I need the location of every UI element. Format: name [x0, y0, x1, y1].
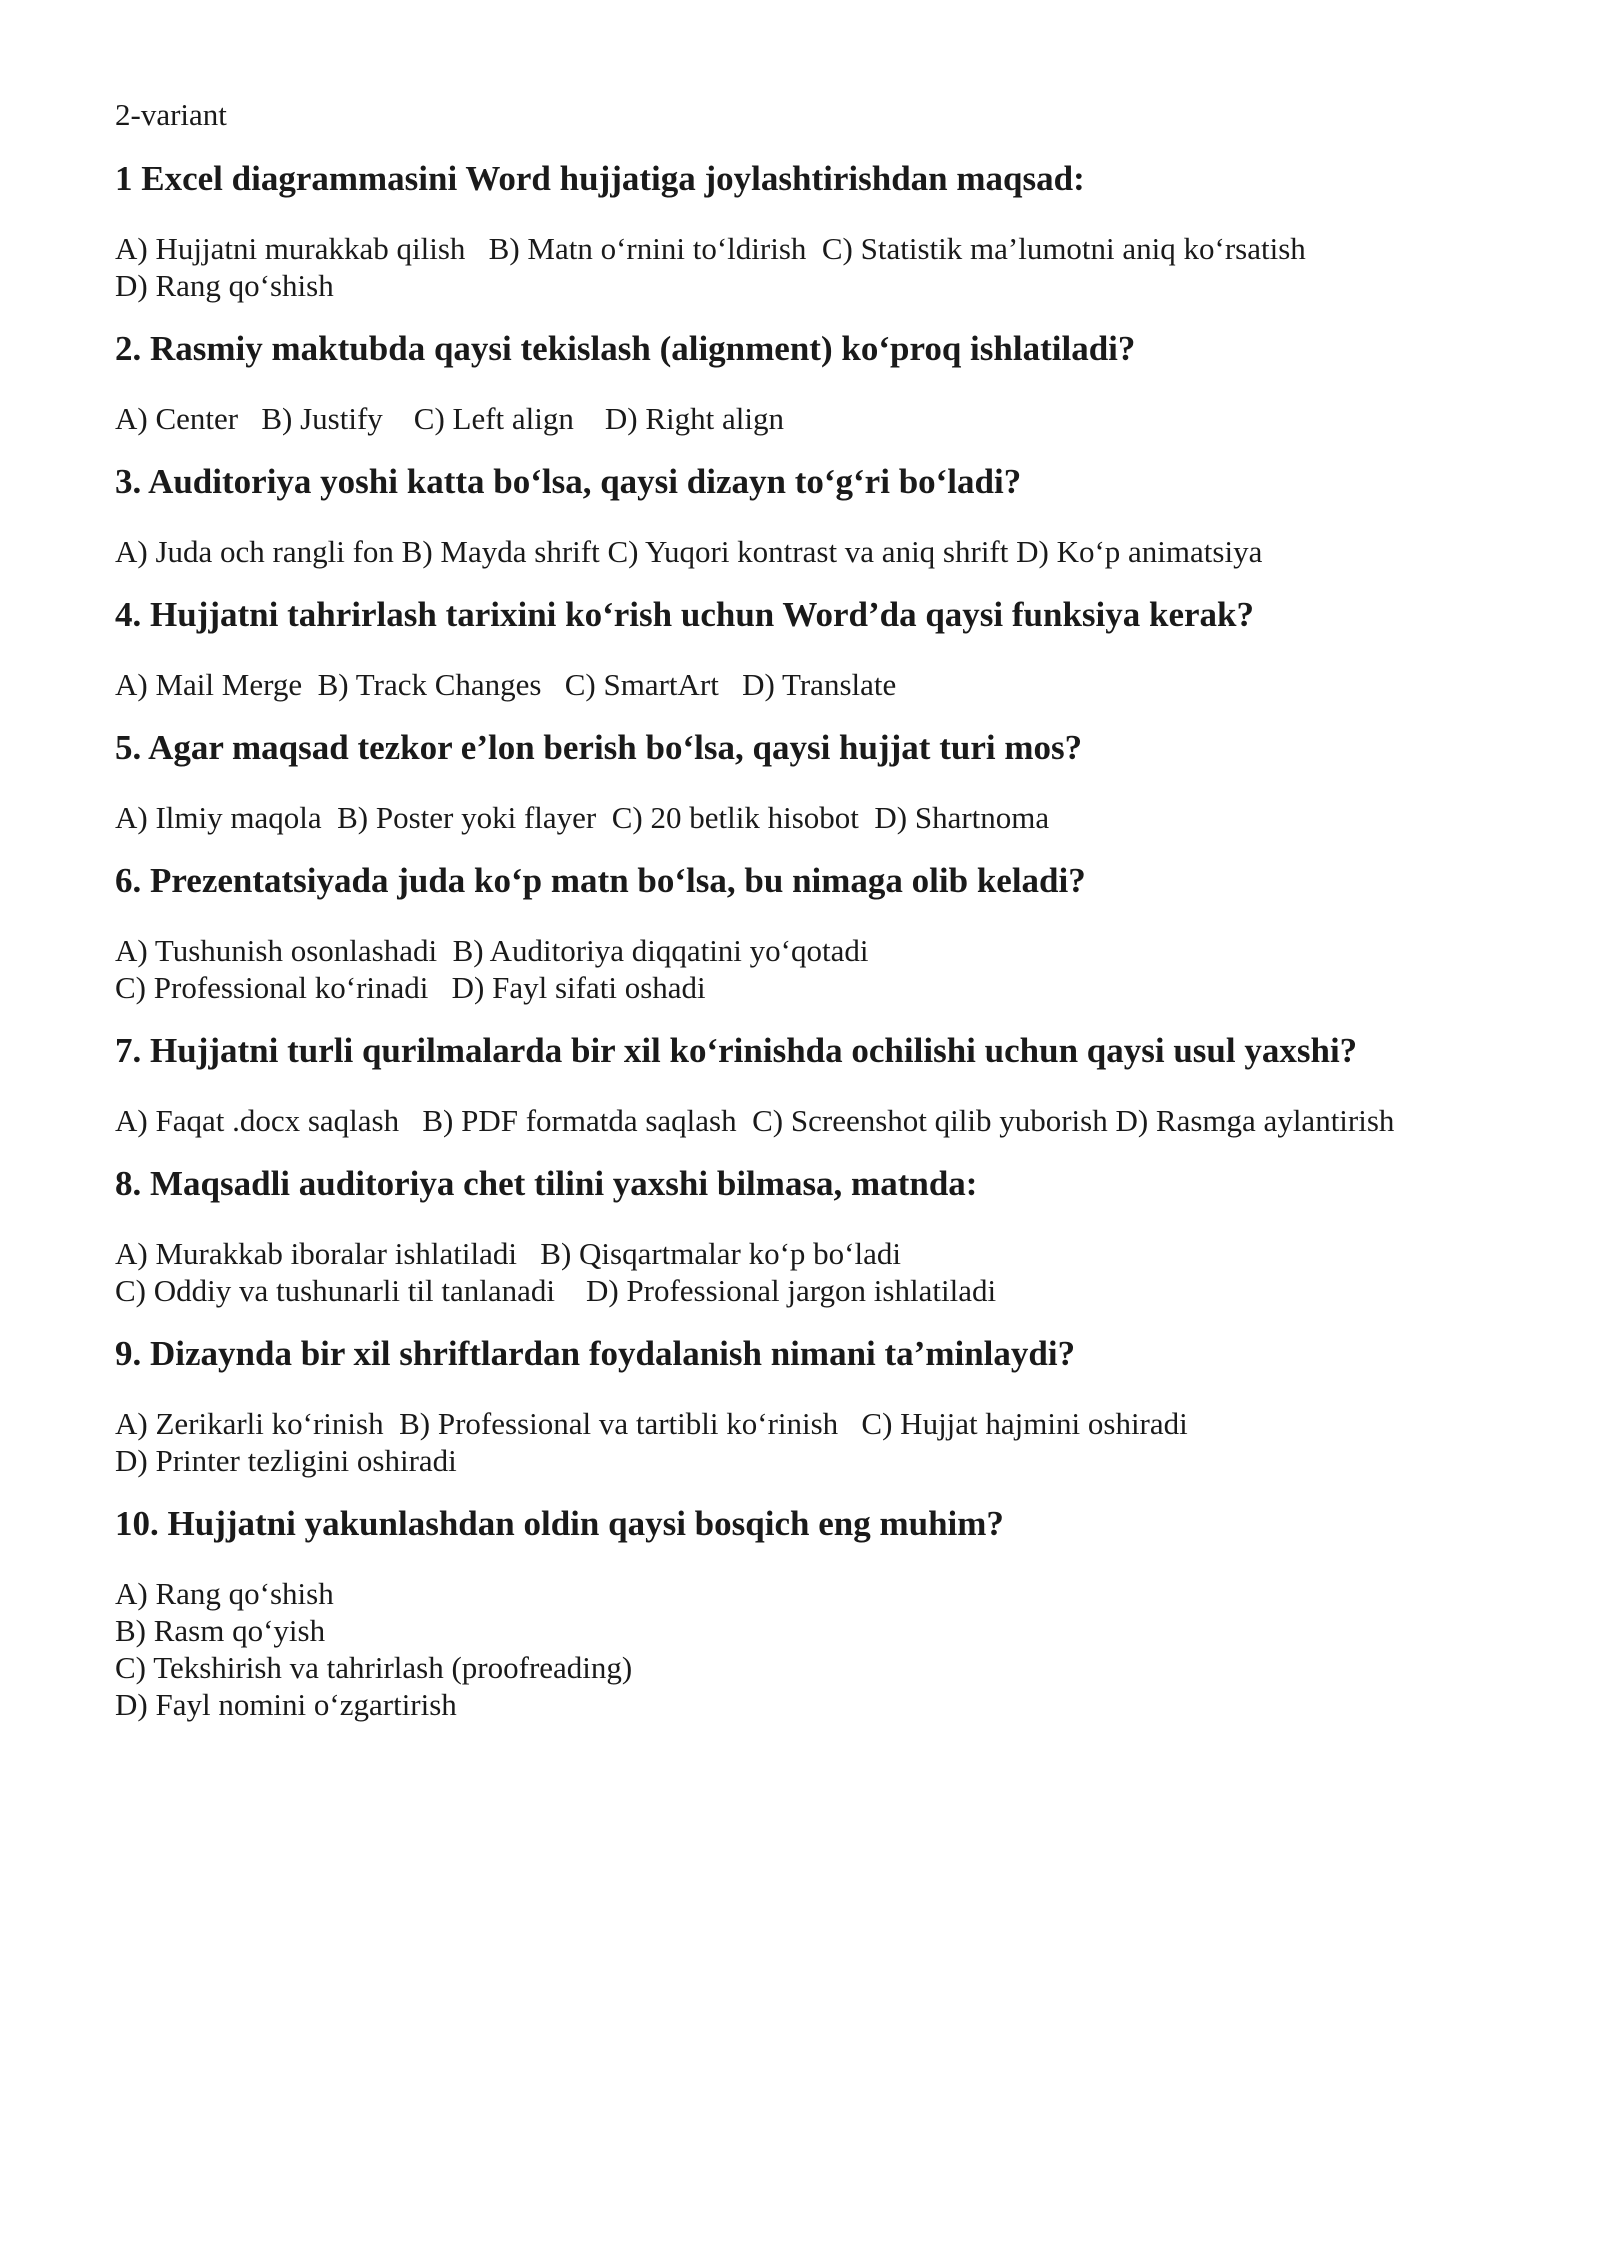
question-10 — [115, 1503, 1515, 1723]
answer-options — [115, 400, 1515, 437]
answer-options — [115, 230, 1515, 304]
question-6 — [115, 860, 1515, 1006]
question-5 — [115, 727, 1515, 836]
option-line: B) Rasm qo‘yish — [115, 1613, 326, 1648]
option-line: C) Oddiy va tushunarli til tanlanadi D) Professional jargon ishlatiladi — [115, 1273, 997, 1308]
answer-options — [115, 932, 1515, 1006]
option-line: D) Fayl nomini o‘zgartirish — [115, 1687, 457, 1722]
option-line: C) Tekshirish va tahrirlash (proofreading) — [115, 1650, 633, 1685]
question-title: 9. Dizaynda bir xil shriftlardan foydalanish nimani ta’minlaydi? — [115, 1334, 1076, 1373]
option-line: A) Zerikarli ko‘rinish B) Professional va tartibli ko‘rinish C) Hujjat hajmini oshiradi — [115, 1406, 1188, 1441]
question-title: 1 Excel diagrammasini Word hujjatiga joylashtirishdan maqsad: — [115, 159, 1085, 198]
answer-options — [115, 1575, 1515, 1723]
option-line: A) Faqat .docx saqlash B) PDF formatda saqlash C) Screenshot qilib yuborish D) Rasmga aylantirish — [115, 1103, 1395, 1138]
option-line: A) Juda och rangli fon B) Mayda shrift C) Yuqori kontrast va aniq shrift D) Ko‘p animatsiya — [115, 534, 1263, 569]
answer-options — [115, 533, 1515, 570]
answer-options — [115, 799, 1515, 836]
question-7 — [115, 1030, 1515, 1139]
question-9 — [115, 1333, 1515, 1479]
question-4 — [115, 594, 1515, 703]
question-title: 5. Agar maqsad tezkor e’lon berish bo‘lsa, qaysi hujjat turi mos? — [115, 728, 1083, 767]
question-3 — [115, 461, 1515, 570]
option-line: A) Mail Merge B) Track Changes C) SmartArt D) Translate — [115, 667, 897, 702]
question-2 — [115, 328, 1515, 437]
option-line: A) Murakkab iboralar ishlatiladi B) Qisqartmalar ko‘p bo‘ladi — [115, 1236, 901, 1271]
option-line: A) Tushunish osonlashadi B) Auditoriya diqqatini yo‘qotadi — [115, 933, 869, 968]
option-line: A) Rang qo‘shish — [115, 1576, 334, 1611]
question-title: 2. Rasmiy maktubda qaysi tekislash (alignment) ko‘proq ishlatiladi? — [115, 329, 1136, 368]
question-title: 10. Hujjatni yakunlashdan oldin qaysi bosqich eng muhim? — [115, 1504, 1004, 1543]
option-line: A) Hujjatni murakkab qilish B) Matn o‘rnini to‘ldirish C) Statistik ma’lumotni aniq ko‘rsatish — [115, 231, 1306, 266]
answer-options — [115, 1405, 1515, 1479]
option-line: D) Printer tezligini oshiradi — [115, 1443, 457, 1478]
answer-options — [115, 1102, 1515, 1139]
question-title: 4. Hujjatni tahrirlash tarixini ko‘rish uchun Word’da qaysi funksiya kerak? — [115, 595, 1255, 634]
document-page — [115, 96, 1515, 1747]
question-title: 7. Hujjatni turli qurilmalarda bir xil ko‘rinishda ochilishi uchun qaysi usul yaxshi? — [115, 1031, 1358, 1070]
variant-label: 2-variant — [115, 97, 227, 132]
option-line: A) Ilmiy maqola B) Poster yoki flayer C) 20 betlik hisobot D) Shartnoma — [115, 800, 1050, 835]
question-title: 8. Maqsadli auditoriya chet tilini yaxshi bilmasa, matnda: — [115, 1164, 978, 1203]
option-line: A) Center B) Justify C) Left align D) Right align — [115, 401, 784, 436]
question-title: 6. Prezentatsiyada juda ko‘p matn bo‘lsa, bu nimaga olib keladi? — [115, 861, 1086, 900]
answer-options — [115, 666, 1515, 703]
question-1 — [115, 158, 1515, 304]
option-line: C) Professional ko‘rinadi D) Fayl sifati oshadi — [115, 970, 706, 1005]
question-title: 3. Auditoriya yoshi katta bo‘lsa, qaysi dizayn to‘g‘ri bo‘ladi? — [115, 462, 1022, 501]
option-line: D) Rang qo‘shish — [115, 268, 334, 303]
question-8 — [115, 1163, 1515, 1309]
answer-options — [115, 1235, 1515, 1309]
